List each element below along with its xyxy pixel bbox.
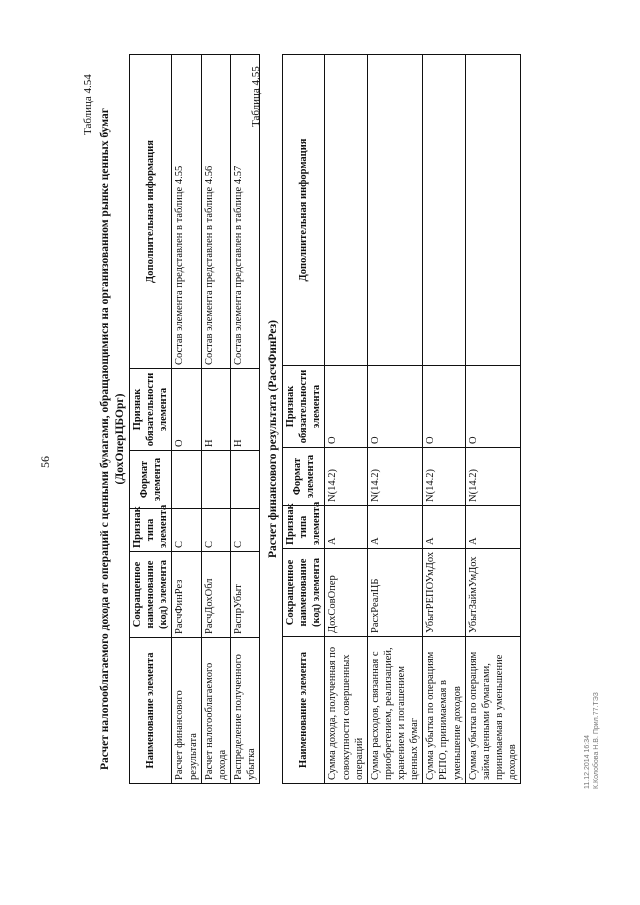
- column-header: Дополнительная информация: [130, 55, 172, 369]
- table-cell: [465, 55, 521, 366]
- table-cell: А: [423, 506, 465, 549]
- table-cell: РаспрУбыт: [230, 552, 259, 638]
- table-2-title: Расчет финансового результата (РасчФинРез): [267, 320, 279, 558]
- document-stamp: [583, 692, 601, 789]
- table-cell: Н: [201, 369, 230, 451]
- table-cell: Расчет налогооблагаемого дохода: [201, 638, 230, 784]
- table-cell: А: [367, 506, 423, 549]
- table-row: [201, 55, 230, 784]
- table-1-header-row: [130, 55, 172, 784]
- table-row: [230, 55, 259, 784]
- column-header: Признак обязательности элемента: [283, 366, 325, 448]
- table-cell: А: [465, 506, 521, 549]
- table-cell: РасчДохОбл: [201, 552, 230, 638]
- table-cell: О: [465, 366, 521, 448]
- table-row: [465, 55, 521, 784]
- column-header: Сокращенное наименование (код) элемента: [283, 549, 325, 637]
- table-cell: Сумма убытка по операциям займа ценными бумагами, принимаемая в уменьшение доходов: [465, 637, 521, 784]
- column-header: Дополнительная информация: [283, 55, 325, 366]
- table-cell: РасчФинРез: [172, 552, 201, 638]
- table-2: [282, 54, 521, 784]
- column-header: Наименование элемента: [283, 637, 325, 784]
- table-cell: Состав элемента представлен в таблице 4.56: [201, 55, 230, 369]
- column-header: Наименование элемента: [130, 638, 172, 784]
- table-1-title: [98, 69, 128, 809]
- table-cell: УбытРЕПОУмДох: [423, 549, 465, 637]
- table-1-title-line2: (ДохОперЦБОрг): [113, 393, 126, 485]
- table-cell: [172, 451, 201, 509]
- stamp-line-2: К.Колобова Н.В. Прил.77.ТЭЗ: [593, 692, 601, 789]
- table-cell: О: [172, 369, 201, 451]
- table-cell: [230, 451, 259, 509]
- table-cell: А: [325, 506, 367, 549]
- table-2-label: Таблица 4.55: [250, 66, 262, 127]
- table-cell: РасхРеалЦБ: [367, 549, 423, 637]
- table-cell: Расчет финансового результата: [172, 638, 201, 784]
- table-cell: N(14.2): [423, 448, 465, 506]
- table-1-title-line1: Расчет налогооблагаемого дохода от операций с ценными бумагами, обращающимися на организованном рынке ценных бумаг: [99, 108, 111, 770]
- table-cell: Сумма дохода, полученная по совокупности совершенных операций: [325, 637, 367, 784]
- table-cell: С: [201, 509, 230, 552]
- table-2-header-row: [283, 55, 325, 784]
- table-cell: Состав элемента представлен в таблице 4.57: [230, 55, 259, 369]
- table-cell: [423, 55, 465, 366]
- table-row: [367, 55, 423, 784]
- column-header: Формат элемента: [283, 448, 325, 506]
- page-number: 56: [38, 456, 52, 468]
- table-cell: N(14.2): [325, 448, 367, 506]
- column-header: Формат элемента: [130, 451, 172, 509]
- table-cell: Состав элемента представлен в таблице 4.55: [172, 55, 201, 369]
- column-header: Признак типа элемента: [283, 506, 325, 549]
- table-cell: [201, 451, 230, 509]
- table-cell: N(14.2): [465, 448, 521, 506]
- table-row: [172, 55, 201, 784]
- table-cell: УбытЗаймУмДох: [465, 549, 521, 637]
- table-1-label: Таблица 4.54: [82, 74, 94, 135]
- table-cell: Распределение полученного убытка: [230, 638, 259, 784]
- table-cell: О: [423, 366, 465, 448]
- table-cell: С: [172, 509, 201, 552]
- table-cell: [367, 55, 423, 366]
- table-cell: N(14.2): [367, 448, 423, 506]
- table-cell: [325, 55, 367, 366]
- column-header: Признак обязательности элемента: [130, 369, 172, 451]
- column-header: Сокращенное наименование (код) элемента: [130, 552, 172, 638]
- stamp-line-1: 11.12.2014 16:34: [584, 735, 591, 789]
- table-cell: О: [367, 366, 423, 448]
- table-row: [423, 55, 465, 784]
- table-1: [129, 54, 260, 784]
- table-cell: Сумма расходов, связанная с приобретением, реализацией, хранением и погашением ценных бумаг: [367, 637, 423, 784]
- table-row: [325, 55, 367, 784]
- table-cell: О: [325, 366, 367, 448]
- column-header: Признак типа элемента: [130, 509, 172, 552]
- table-cell: Сумма убытка по операциям РЕПО, принимаемая в уменьшение доходов: [423, 637, 465, 784]
- table-cell: Н: [230, 369, 259, 451]
- table-cell: С: [230, 509, 259, 552]
- table-cell: ДохСовОпер: [325, 549, 367, 637]
